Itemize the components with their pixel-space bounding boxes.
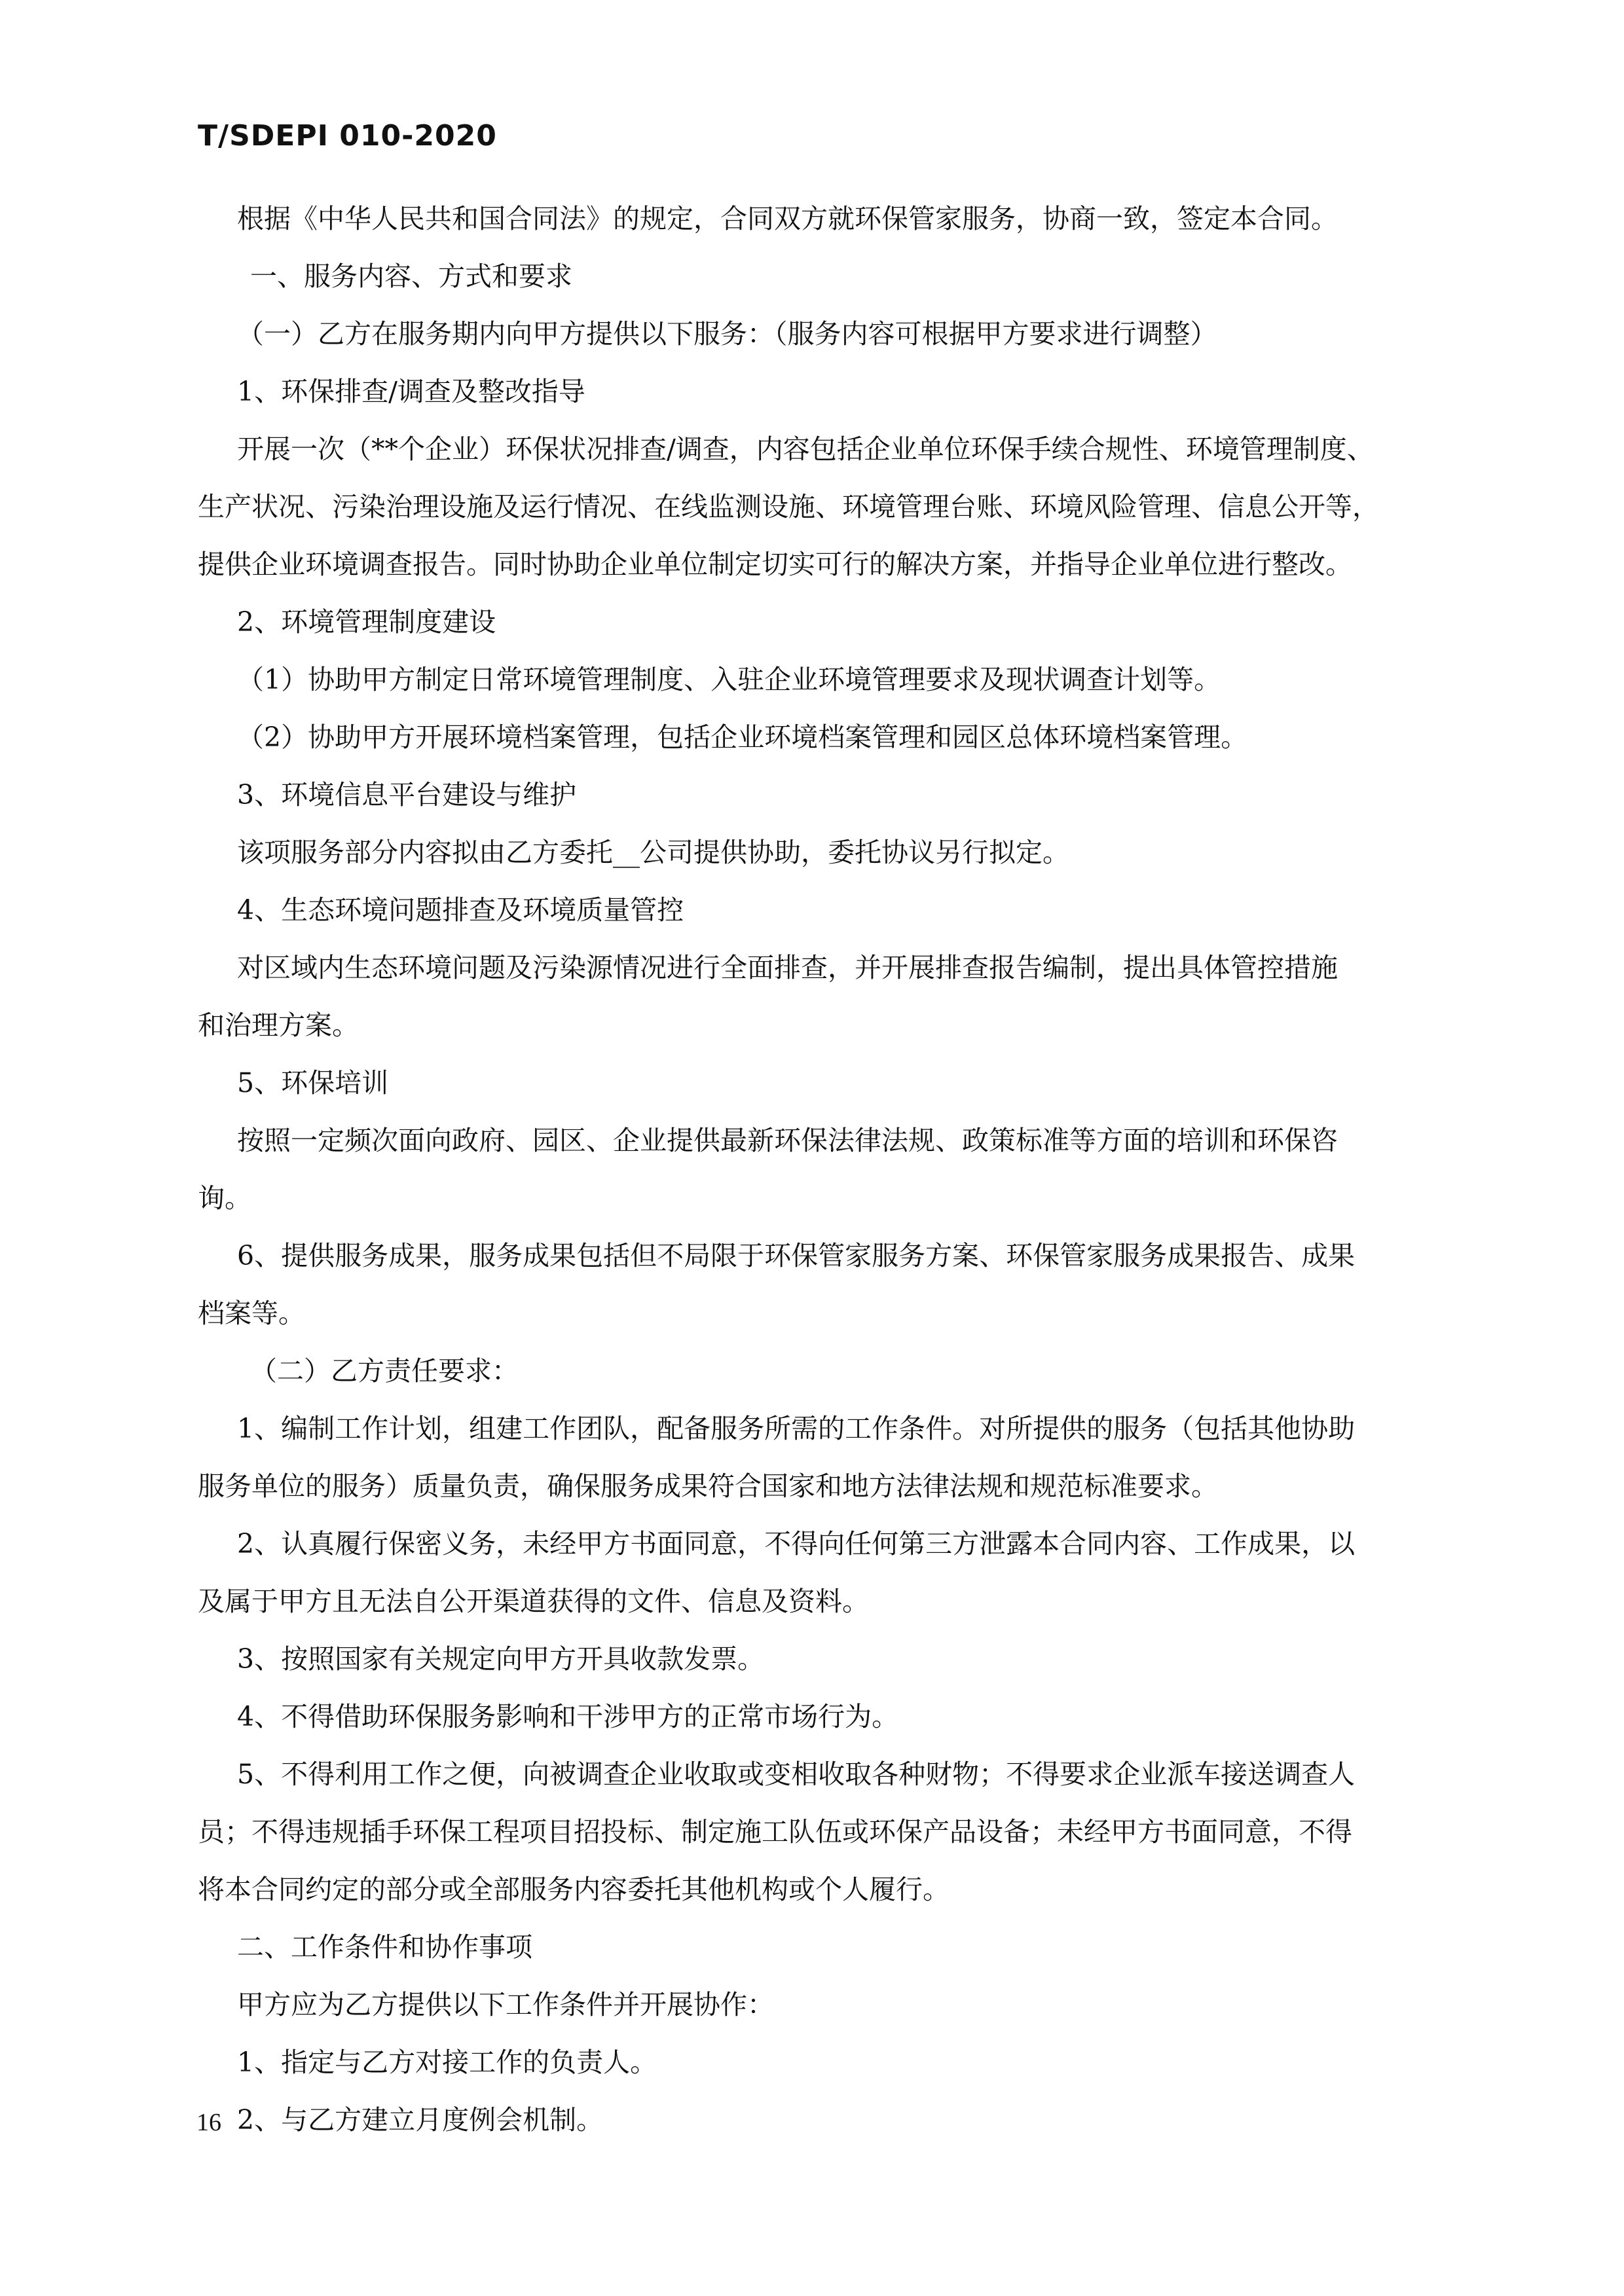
text-line: 4、不得借助环保服务影响和干涉甲方的正常市场行为。 — [237, 1701, 899, 1732]
text-line: 甲方应为乙方提供以下工作条件并开展协作： — [237, 1989, 774, 2020]
text-line: （2）协助甲方开展环境档案管理，包括企业环境档案管理和园区总体环境档案管理。 — [237, 721, 1248, 753]
text-line: 服务单位的服务）质量负责，确保服务成果符合国家和地方法律法规和规范标准要求。 — [198, 1470, 1218, 1502]
text-line: （1）协助甲方制定日常环境管理制度、入驻企业环境管理要求及现状调查计划等。 — [237, 664, 1221, 695]
text-line: 提供企业环境调查报告。同时协助企业单位制定切实可行的解决方案，并指导企业单位进行整改。 — [198, 549, 1352, 580]
section-heading: 一、服务内容、方式和要求 — [250, 261, 572, 292]
text-line: 将本合同约定的部分或全部服务内容委托其他机构或个人履行。 — [198, 1874, 950, 1905]
text-line: 1、编制工作计划，组建工作团队，配备服务所需的工作条件。对所提供的服务（包括其他协助 — [237, 1413, 1356, 1444]
item-heading: 4、生态环境问题排查及环境质量管控 — [237, 894, 684, 926]
text-line: 开展一次（**个企业）环保状况排查/调查，内容包括企业单位环保手续合规性、环境管理制度、 — [237, 433, 1374, 465]
subsection-heading: （一）乙方在服务期内向甲方提供以下服务：（服务内容可根据甲方要求进行调整） — [237, 318, 1217, 350]
text-line: 和治理方案。 — [198, 1010, 359, 1041]
text-line: 6、提供服务成果，服务成果包括但不局限于环保管家服务方案、环保管家服务成果报告、成果 — [237, 1240, 1356, 1271]
text-line: 档案等。 — [198, 1298, 305, 1329]
text-line: 及属于甲方且无法自公开渠道获得的文件、信息及资料。 — [198, 1586, 869, 1617]
text-line: 生产状况、污染治理设施及运行情况、在线监测设施、环境管理台账、环境风险管理、信息公开等， — [198, 491, 1379, 522]
item-heading: 1、环保排查/调查及整改指导 — [237, 376, 585, 407]
section-heading: 二、工作条件和协作事项 — [237, 1931, 532, 1963]
text-line: 询。 — [198, 1182, 251, 1214]
text-line: 对区域内生态环境问题及污染源情况进行全面排查，并开展排查报告编制，提出具体管控措施 — [237, 952, 1338, 983]
text-line: 该项服务部分内容拟由乙方委托__公司提供协助，委托协议另行拟定。 — [237, 837, 1069, 868]
subsection-heading: （二）乙方责任要求： — [250, 1355, 519, 1387]
text-line: 员；不得违规插手环保工程项目招投标、制定施工队伍或环保产品设备；未经甲方书面同意，不得 — [198, 1816, 1352, 1848]
page-number: 16 — [196, 2109, 221, 2136]
item-heading: 5、环保培训 — [237, 1067, 389, 1099]
item-heading: 3、环境信息平台建设与维护 — [237, 779, 577, 811]
text-line: 1、指定与乙方对接工作的负责人。 — [237, 2047, 657, 2078]
item-heading: 2、环境管理制度建设 — [237, 606, 496, 638]
text-line: 按照一定频次面向政府、园区、企业提供最新环保法律法规、政策标准等方面的培训和环保咨 — [237, 1125, 1338, 1156]
text-line: 2、与乙方建立月度例会机制。 — [237, 2104, 604, 2136]
text-line: 2、认真履行保密义务，未经甲方书面同意，不得向任何第三方泄露本合同内容、工作成果，以 — [237, 1528, 1356, 1559]
document-code: T/SDEPI 010-2020 — [198, 119, 497, 153]
text-line: 根据《中华人民共和国合同法》的规定，合同双方就环保管家服务，协商一致，签定本合同。 — [237, 203, 1338, 234]
text-line: 3、按照国家有关规定向甲方开具收款发票。 — [237, 1643, 765, 1675]
text-line: 5、不得利用工作之便，向被调查企业收取或变相收取各种财物；不得要求企业派车接送调查人 — [237, 1758, 1356, 1790]
